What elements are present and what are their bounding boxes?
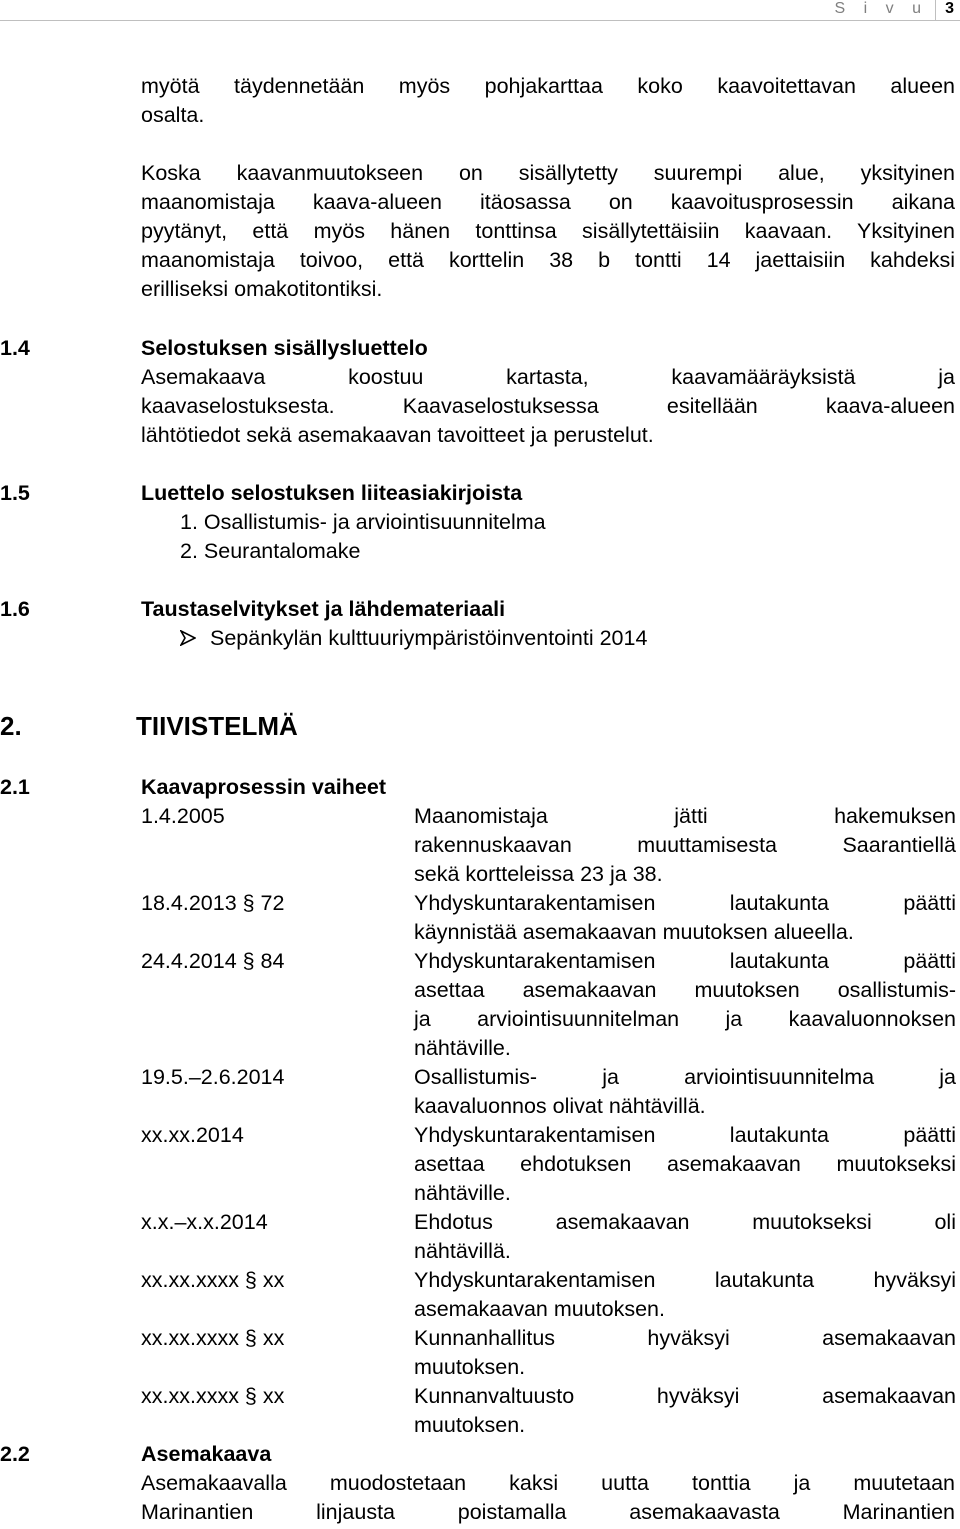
intro-paragraph-2-line-4: maanomistaja toivoo, että korttelin 38 b tontti 14 jaettaisiin kahdeksi [141, 248, 955, 272]
timeline-description-line: nähtäville. [414, 1036, 511, 1060]
timeline-description [414, 1266, 956, 1324]
section-number-2-2: 2.2 [0, 1442, 30, 1466]
timeline-description-line: Kunnanhallitus hyväksyi asemakaavan [414, 1326, 956, 1350]
section-title-1-6: Taustaselvitykset ja lähdemateriaali [141, 597, 506, 621]
timeline-description [414, 1324, 956, 1382]
timeline-date: 19.5.–2.6.2014 [141, 1065, 285, 1089]
timeline-description-line: Yhdyskuntarakentamisen lautakunta päätti [414, 949, 956, 973]
timeline-description [414, 802, 956, 889]
section-number-1-5: 1.5 [0, 481, 30, 505]
timeline-date: 1.4.2005 [141, 804, 225, 828]
timeline-description-line: nähtäville. [414, 1181, 511, 1205]
header-divider [935, 0, 936, 20]
timeline-description-line: käynnistää asemakaavan muutoksen alueella. [414, 920, 854, 944]
timeline-date: xx.xx.xxxx § xx [141, 1384, 285, 1408]
intro-paragraph-2-line-3: pyytänyt, että myös hänen tonttinsa sisällytettäisiin kaavaan. Yksityinen [141, 219, 955, 243]
attachment-list-item: 1. Osallistumis- ja arviointisuunnitelma [180, 510, 546, 534]
source-list-item-label: Sepänkylän kulttuuriympäristöinventointi 2014 [210, 626, 648, 650]
timeline-description-line: asettaa asemakaavan muutoksen osallistumis- [414, 978, 956, 1002]
section-2-2-line-1: Asemakaavalla muodostetaan kaksi uutta tonttia ja muutetaan [141, 1471, 955, 1495]
timeline-description-line: muutoksen. [414, 1413, 526, 1437]
timeline-description-line: Kunnanvaltuusto hyväksyi asemakaavan [414, 1384, 956, 1408]
chapter-number-2: 2. [0, 711, 22, 741]
timeline-description-line: asemakaavan muutoksen. [414, 1297, 665, 1321]
timeline-description-line: kaavaluonnos olivat nähtävillä. [414, 1094, 706, 1118]
timeline-description [414, 1121, 956, 1208]
section-number-1-4: 1.4 [0, 336, 30, 360]
arrowhead-bullet-icon [180, 630, 196, 646]
section-title-2-2: Asemakaava [141, 1442, 272, 1466]
page-number: 3 [945, 0, 954, 17]
timeline-date: 24.4.2014 § 84 [141, 949, 285, 973]
intro-paragraph-2-line-1: Koska kaavanmuutokseen on sisällytetty suurempi alue, yksityinen [141, 161, 955, 185]
timeline-date: x.x.–x.x.2014 [141, 1210, 268, 1234]
intro-paragraph-1-line-2: osalta. [141, 103, 205, 127]
section-title-1-5: Luettelo selostuksen liiteasiakirjoista [141, 481, 523, 505]
section-number-1-6: 1.6 [0, 597, 30, 621]
page-header [0, 0, 960, 21]
section-number-2-1: 2.1 [0, 775, 30, 799]
source-list-item [180, 624, 647, 653]
timeline-description-line: Yhdyskuntarakentamisen lautakunta hyväksyi [414, 1268, 956, 1292]
timeline-description [414, 947, 956, 1063]
section-title-2-1: Kaavaprosessin vaiheet [141, 775, 386, 799]
section-1-4-line-1: Asemakaava koostuu kartasta, kaavamääräyksistä ja [141, 365, 955, 389]
timeline-description-line: Yhdyskuntarakentamisen lautakunta päätti [414, 1123, 956, 1147]
chapter-title-2: TIIVISTELMÄ [136, 711, 298, 741]
timeline-description-line: sekä kortteleissa 23 ja 38. [414, 862, 663, 886]
timeline-date: xx.xx.2014 [141, 1123, 244, 1147]
timeline-date: xx.xx.xxxx § xx [141, 1268, 285, 1292]
timeline-description-line: ja arviointisuunnitelman ja kaavaluonnoksen [414, 1007, 956, 1031]
timeline-description-line: rakennuskaavan muuttamisesta Saarantiellä [414, 833, 956, 857]
timeline-description-line: Yhdyskuntarakentamisen lautakunta päätti [414, 891, 956, 915]
section-title-1-4: Selostuksen sisällysluettelo [141, 336, 428, 360]
section-1-4-line-3: lähtötiedot sekä asemakaavan tavoitteet ja perustelut. [141, 423, 654, 447]
timeline-description-line: muutoksen. [414, 1355, 526, 1379]
timeline-description-line: asettaa ehdotuksen asemakaavan muutokseksi [414, 1152, 956, 1176]
timeline-description-line: nähtävillä. [414, 1239, 511, 1263]
timeline-description [414, 1382, 956, 1440]
timeline-description-line: Maanomistaja jätti hakemuksen [414, 804, 956, 828]
section-1-4-line-2: kaavaselostuksesta. Kaavaselostuksessa esitellään kaava-alueen [141, 394, 955, 418]
section-2-2-line-2: Marinantien linjausta poistamalla asemakaavasta Marinantien [141, 1500, 955, 1524]
intro-paragraph-2-line-5: erilliseksi omakotitontiksi. [141, 277, 383, 301]
timeline-date: xx.xx.xxxx § xx [141, 1326, 285, 1350]
intro-paragraph-2-line-2: maanomistaja kaava-alueen itäosassa on kaavoitusprosessin aikana [141, 190, 955, 214]
timeline-date: 18.4.2013 § 72 [141, 891, 285, 915]
timeline-description [414, 1063, 956, 1121]
intro-paragraph-1-line-1: myötä täydennetään myös pohjakarttaa koko kaavoitettavan alueen [141, 74, 955, 98]
timeline-description [414, 889, 956, 947]
timeline-description-line: Osallistumis- ja arviointisuunnitelma ja [414, 1065, 956, 1089]
timeline-description-line: Ehdotus asemakaavan muutokseksi oli [414, 1210, 956, 1234]
page-label: S i v u [834, 0, 928, 17]
attachment-list-item: 2. Seurantalomake [180, 539, 361, 563]
timeline-description [414, 1208, 956, 1266]
